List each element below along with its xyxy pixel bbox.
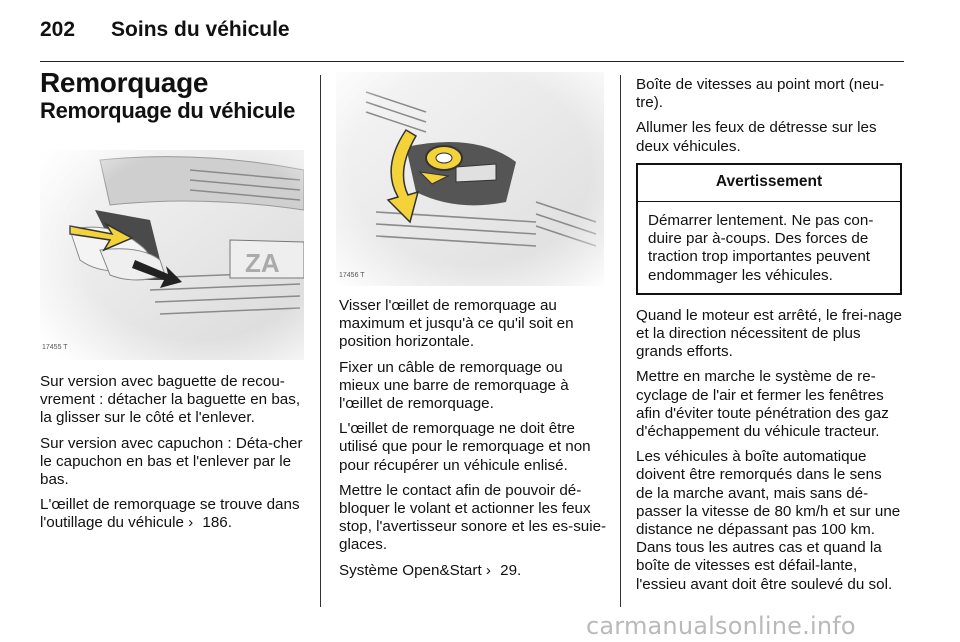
column-divider-2 (620, 75, 621, 607)
page-header (40, 18, 290, 42)
paragraph: Allumer les feux de détresse sur les deux véhicules. (636, 119, 877, 155)
page-ref-icon: › (188, 514, 194, 532)
column-1-text (40, 373, 306, 540)
figure-towing-eye (336, 72, 604, 286)
paragraph: Quand le moteur est arrêté, le frei-nage et la direction nécessitent de plus grands efforts. (636, 306, 902, 361)
paragraph-with-ref (339, 562, 607, 580)
paragraph: Mettre en marche le système de re-cyclage de l'air et fermer les fenêtres afin d'éviter toute pénétration des gaz d'échappement du véhicule tracteur. (636, 368, 889, 441)
figure-code-1: 17455 T (42, 344, 68, 351)
watermark: carmanualsonline.info (586, 612, 856, 640)
towing-eye-illustration (336, 72, 604, 286)
paragraph: Visser l'œillet de remorquage au maximum et jusqu'à ce qu'il soit en position horizontale. (339, 297, 574, 351)
warning-box (636, 163, 902, 295)
page-number: 202 (40, 18, 76, 41)
section-heading: Remorquage du véhicule (40, 98, 296, 124)
paragraph-text: L'œillet de remorquage se trouve dans l'outillage du véhicule (40, 496, 300, 532)
paragraph: Fixer un câble de remorquage ou mieux une barre de remorquage à l'œillet de remorquage. (339, 358, 569, 413)
column-divider-1 (320, 75, 321, 607)
column-2-text (339, 297, 607, 587)
column-3 (636, 76, 902, 601)
paragraph: Sur version avec baguette de recou-vrement : détacher la baguette en bas, la glisser sur le côté et l'enlever. (40, 373, 301, 427)
paragraph: Les véhicules à boîte automatique doivent être remorqués dans le sens de la marche avant, mais sans dé-passer la vitesse de 80 km/h et sur une distance ne dépassant pas 100 km. Dans tous les autres cas et quand la boîte de vitesses est défail-lante, l'essieu avant doit être soulevé du sol. (636, 448, 901, 593)
header-rule (40, 61, 904, 62)
paragraph: Sur version avec capuchon : Déta-cher le capuchon en bas et l'enlever par le bas. (40, 434, 303, 489)
bumper-cover-illustration (40, 150, 304, 360)
page-ref-icon: › (485, 561, 491, 579)
warning-title: Avertissement (638, 165, 900, 202)
column-1 (40, 67, 306, 124)
page-ref[interactable]: 29. (500, 561, 522, 579)
paragraph-with-ref (40, 496, 306, 532)
page-ref[interactable]: 186. (202, 514, 232, 532)
chapter-title: Remorquage (40, 67, 209, 98)
warning-body: Démarrer lentement. Ne pas con-duire par à-coups. Des forces de traction trop importantes peuvent endommager les véhicules. (648, 212, 874, 284)
paragraph: L'œillet de remorquage ne doit être utilisé que pour le remorquage et non pour récupérer un véhicule enlisé. (339, 420, 591, 474)
paragraph: Boîte de vitesses au point mort (neu-tre). (636, 76, 885, 112)
section-title: Soins du véhicule (111, 18, 290, 41)
paragraph-text: Système Open&Start (339, 561, 482, 579)
figure-bumper-cover (40, 150, 304, 360)
paragraph: Mettre le contact afin de pouvoir dé-bloquer le volant et actionner les feux stop, l'avertisseur sonore et les es-suie-glaces. (339, 481, 607, 554)
figure-code-2: 17456 T (339, 272, 365, 279)
